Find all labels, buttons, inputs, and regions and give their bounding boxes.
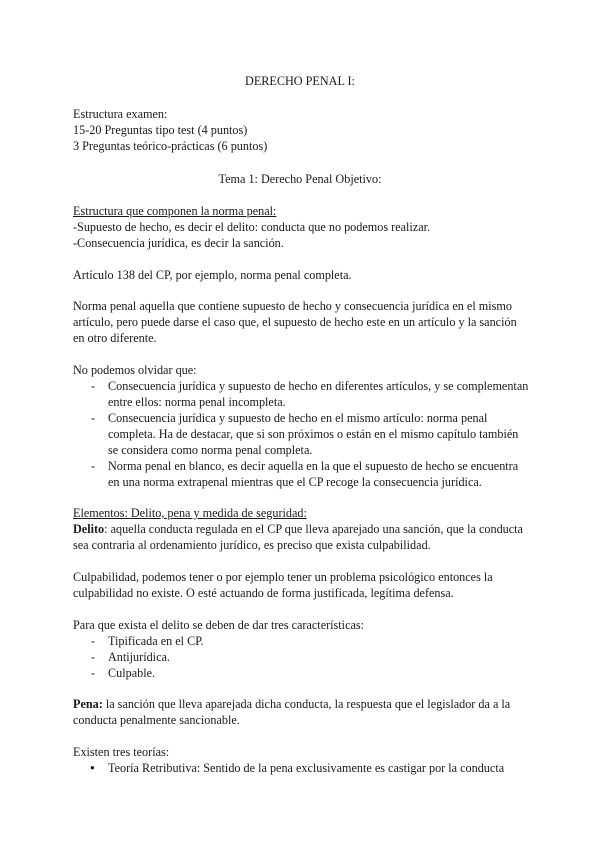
theories-section (73, 744, 529, 776)
culpabilidad-paragraph: Culpabilidad, podemos tener o por ejemplo tener un problema psicológico entonces la culpabilidad no existe. O esté actuando de forma justificada, legítima defensa. (73, 570, 493, 600)
theories-list (73, 760, 529, 776)
exam-heading: Estructura examen: (73, 107, 168, 121)
document-title: DERECHO PENAL I: (245, 74, 355, 88)
pena-paragraph (73, 696, 529, 728)
elements-heading: Elementos: Delito, pena y medida de seguridad: (73, 506, 307, 520)
pena-text: la sanción que lleva aparejada dicha conducta, la respuesta que el legislador da a la conducta penalmente sancionable. (73, 697, 511, 727)
article-example: Artículo 138 del CP, por ejemplo, norma penal completa. (73, 268, 352, 282)
norm-structure (73, 203, 529, 251)
structure-heading: Estructura que componen la norma penal: (73, 204, 277, 218)
delito-paragraph (73, 521, 529, 553)
norma-penal-paragraph: Norma penal aquella que contiene supuesto de hecho y consecuencia jurídica en el mismo artículo, pero puede darse el caso que, el supuesto de hecho este en un artículo y la sanción en otro diferente. (73, 299, 517, 345)
delito-text: : aquella conducta regulada en el CP que lleva aparejado una sanción, que la conducta sea contraria al ordenamiento jurídico, es preciso que exista culpabilidad. (73, 522, 523, 552)
characteristics-list (73, 633, 529, 681)
remember-list (73, 378, 529, 490)
list-item: - Consecuencia jurídica y supuesto de hecho en diferentes artículos, y se complementan entre ellos: norma penal incompleta. (73, 378, 529, 410)
list-item: - Culpable. (73, 665, 529, 681)
delito-term: Delito (73, 522, 105, 536)
exam-line-test: 15-20 Preguntas tipo test (4 puntos) (73, 123, 248, 137)
remember-intro: No podemos olvidar que: (73, 363, 197, 377)
pena-term: Pena: (73, 697, 103, 711)
characteristics-section (73, 617, 529, 681)
exam-structure (73, 106, 529, 154)
structure-line-fact: -Supuesto de hecho, es decir el delito: conducta que no podemos realizar. (73, 220, 431, 234)
list-item: - Tipificada en el CP. (73, 633, 529, 649)
remember-section (73, 362, 529, 490)
structure-line-consequence: -Consecuencia jurídica, es decir la sanción. (73, 236, 284, 250)
theories-intro: Existen tres teorías: (73, 745, 170, 759)
list-item: - Consecuencia jurídica y supuesto de hecho en el mismo artículo: norma penal completa. Ha de destacar, que si son próximos o están en el mismo capítulo también se considera como norma penal completa. (73, 410, 529, 458)
elements-section (73, 505, 529, 553)
list-item: - Norma penal en blanco, es decir aquella en la que el supuesto de hecho se encuentra en una norma extrapenal mientras que el CP recoge la consecuencia jurídica. (73, 458, 529, 490)
list-item: - Antijurídica. (73, 649, 529, 665)
characteristics-intro: Para que exista el delito se deben de dar tres características: (73, 618, 365, 632)
list-item: ● Teoría Retributiva: Sentido de la pena exclusivamente es castigar por la conducta (73, 760, 529, 776)
topic-title: Tema 1: Derecho Penal Objetivo: (218, 172, 382, 186)
exam-line-practical: 3 Preguntas teórico-prácticas (6 puntos) (73, 139, 268, 153)
